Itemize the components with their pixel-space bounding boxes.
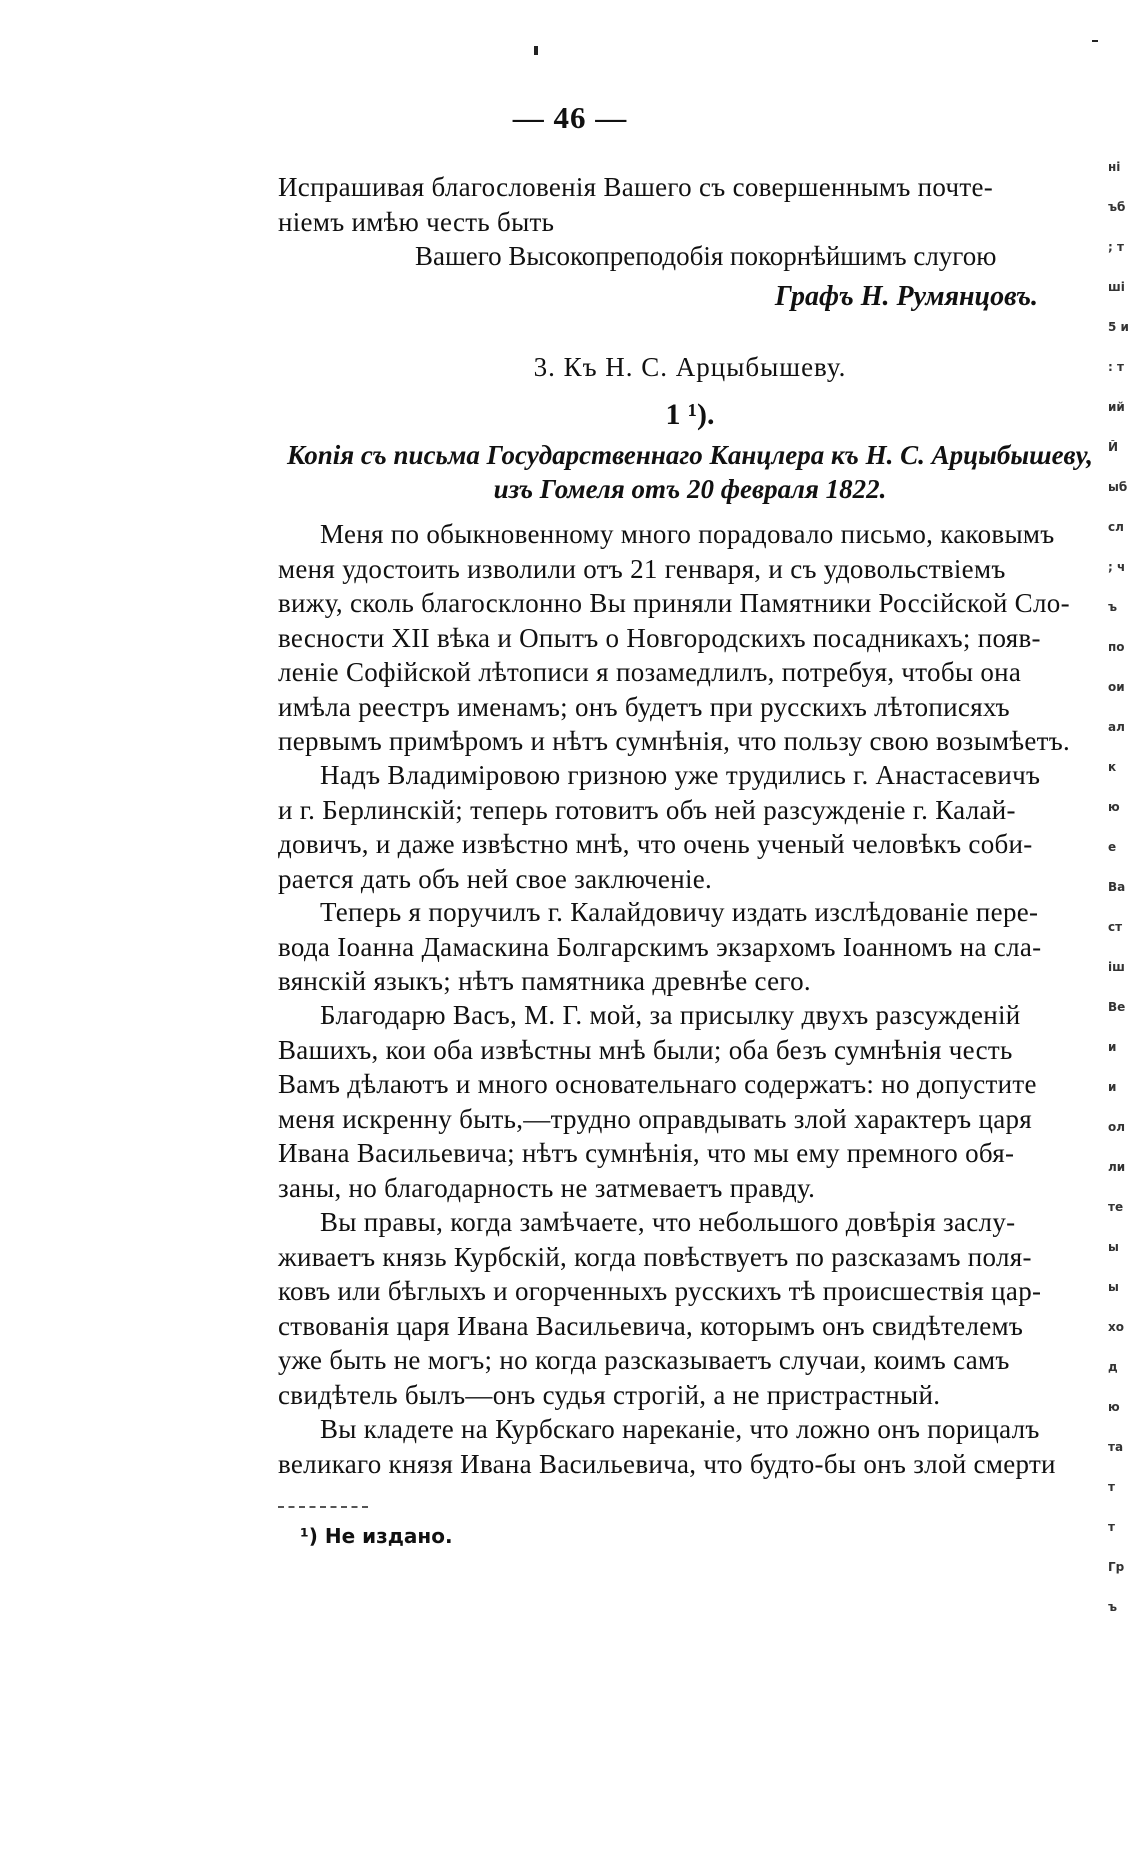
- bleed-fragment: Й: [1108, 440, 1119, 454]
- text-line: великаго князя Ивана Васильевича, что будто-бы онъ злой смерти: [278, 1448, 1056, 1479]
- ink-speck: [534, 46, 538, 55]
- text-line: весности XII вѣка и Опытъ о Новгородскихъ посадникахъ; появ-: [278, 622, 1041, 653]
- bleed-fragment: сл: [1108, 520, 1124, 534]
- bleed-fragment: ні: [1108, 160, 1121, 174]
- text-line: уже быть не могъ; но когда разсказываетъ случаи, коимъ самъ: [278, 1345, 1010, 1375]
- bleed-fragment: ; ч: [1108, 560, 1126, 574]
- bleed-fragment: ыб: [1108, 480, 1128, 494]
- letter-number: 1 ¹).: [665, 398, 715, 431]
- bleed-fragment: та: [1108, 1440, 1124, 1454]
- text-line: заны, но благодарность не затмеваетъ правду.: [278, 1172, 816, 1203]
- facing-page-bleed: [1108, 160, 1140, 1640]
- paragraph: [278, 517, 1102, 759]
- bleed-fragment: ст: [1108, 920, 1123, 934]
- text-line: Надъ Владиміровою гризною уже трудились г. Анастасевичъ: [320, 760, 1041, 790]
- letter-title: изъ Гомеля отъ 20 февраля 1822.: [493, 474, 887, 504]
- footnote: ¹) Не издано.: [300, 1524, 453, 1548]
- text-line: меня удостоить изволили отъ 21 генваря, и съ удовольствіемъ: [278, 553, 1006, 584]
- bleed-fragment: : т: [1108, 360, 1124, 374]
- text-line: Вашихъ, кои оба извѣстны мнѣ были; оба безъ сумнѣнія честь: [278, 1034, 1013, 1065]
- salutation: Вашего Высокопреподобія покорнѣйшимъ слугою: [415, 241, 997, 271]
- bleed-fragment: ъ: [1108, 1600, 1118, 1614]
- bleed-fragment: Ва: [1108, 880, 1126, 894]
- bleed-fragment: е: [1108, 840, 1117, 854]
- text-line: Испрашивая благословенія Вашего съ совершеннымъ почте-: [278, 172, 994, 202]
- bleed-fragment: т: [1108, 1520, 1115, 1534]
- bleed-fragment: те: [1108, 1200, 1124, 1214]
- bleed-fragment: ои: [1108, 680, 1125, 694]
- text-line: свидѣтель былъ—онъ судья строгій, а не пристрастный.: [278, 1379, 941, 1410]
- text-line: первымъ примѣромъ и нѣтъ сумнѣнія, что пользу свою возымѣетъ.: [278, 726, 1071, 756]
- text-line: рается дать объ ней свое заключеніе.: [278, 863, 713, 894]
- bleed-fragment: ий: [1108, 400, 1125, 414]
- section-heading: 3. Къ Н. С. Арцыбышеву.: [533, 352, 847, 382]
- text-line: живаетъ князь Курбскій, когда повѣствуетъ по разсказамъ поля-: [278, 1241, 1032, 1272]
- text-line: имѣла реестръ именамъ; онъ будетъ при русскихъ лѣтописяхъ: [278, 691, 1010, 722]
- text-line: вянскій языкъ; нѣтъ памятника древнѣе сего.: [278, 966, 811, 996]
- footnote-rule: [278, 1506, 368, 1508]
- bleed-fragment: и: [1108, 1040, 1117, 1054]
- paragraph: [278, 998, 1102, 1205]
- text-line: Меня по обыкновенному много порадовало письмо, каковымъ: [320, 519, 1055, 549]
- bleed-fragment: 5 и: [1108, 320, 1129, 334]
- bleed-fragment: по: [1108, 640, 1125, 654]
- bleed-fragment: ал: [1108, 720, 1125, 734]
- closing-paragraph: [278, 170, 1102, 239]
- bleed-fragment: ы: [1108, 1280, 1119, 1294]
- text-line: Вы правы, когда замѣчаете, что небольшого довѣрія заслу-: [320, 1207, 1016, 1237]
- text-line: ковъ или бѣглыхъ и огорченныхъ русскихъ тѣ происшествія цар-: [278, 1276, 1042, 1306]
- text-line: вода Іоанна Дамаскина Болгарскимъ экзархомъ Іоанномъ на сла-: [278, 931, 1042, 962]
- bleed-fragment: ю: [1108, 800, 1120, 814]
- bleed-fragment: хо: [1108, 1320, 1124, 1334]
- text-line: Вы кладете на Курбскаго нареканіе, что ложно онъ порицалъ: [320, 1414, 1040, 1444]
- bleed-fragment: ъ: [1108, 600, 1118, 614]
- text-line: Ивана Васильевича; нѣтъ сумнѣнія, что мы ему премного обя-: [278, 1138, 1015, 1168]
- paragraph: [278, 758, 1102, 896]
- bleed-fragment: ли: [1108, 1160, 1126, 1174]
- paragraph: [278, 1205, 1102, 1412]
- bleed-fragment: д: [1108, 1360, 1118, 1374]
- bleed-fragment: и: [1108, 1080, 1117, 1094]
- text-line: меня искренну быть,—трудно оправдывать злой характеръ царя: [278, 1103, 1033, 1134]
- text-line: леніе Софійской лѣтописи я позамедлилъ, потребуя, чтобы она: [278, 657, 1022, 687]
- signature: Графъ Н. Румянцовъ.: [774, 281, 1038, 312]
- paragraph: [278, 895, 1102, 999]
- ink-speck: [1092, 40, 1098, 42]
- text-line: Благодарю Васъ, М. Г. мой, за присылку двухъ разсужденій: [320, 1000, 1021, 1030]
- page-number: — 46 —: [512, 100, 628, 135]
- bleed-fragment: ; т: [1108, 240, 1124, 254]
- paragraph: [278, 1412, 1102, 1481]
- bleed-fragment: к: [1108, 760, 1117, 774]
- bleed-fragment: ші: [1108, 280, 1125, 294]
- bleed-fragment: Ве: [1108, 1000, 1126, 1014]
- text-line: вижу, сколь благосклонно Вы приняли Памятники Россійской Сло-: [278, 588, 1070, 618]
- bleed-fragment: ю: [1108, 1400, 1120, 1414]
- letter-title: Копія съ письма Государственнаго Канцлера къ Н. С. Арцыбышеву,: [286, 440, 1094, 470]
- bleed-fragment: ъб: [1108, 200, 1126, 214]
- bleed-fragment: Гр: [1108, 1560, 1125, 1574]
- text-line: Вамъ дѣлаютъ и много основательнаго содержатъ: но допустите: [278, 1069, 1037, 1099]
- text-line: ніемъ имѣю честь быть: [278, 206, 555, 237]
- text-line: довичъ, и даже извѣстно мнѣ, что очень ученый человѣкъ соби-: [278, 829, 1033, 859]
- bleed-fragment: ол: [1108, 1120, 1126, 1134]
- bleed-fragment: ы: [1108, 1240, 1119, 1254]
- bleed-fragment: іш: [1108, 960, 1125, 974]
- text-line: ствованія царя Ивана Васильевича, которымъ онъ свидѣтелемъ: [278, 1310, 1024, 1341]
- text-line: и г. Берлинскій; теперь готовитъ объ ней разсужденіе г. Калай-: [278, 794, 1016, 825]
- text-line: Теперь я поручилъ г. Калайдовичу издать изслѣдованіе пере-: [320, 897, 1039, 927]
- bleed-fragment: т: [1108, 1480, 1115, 1494]
